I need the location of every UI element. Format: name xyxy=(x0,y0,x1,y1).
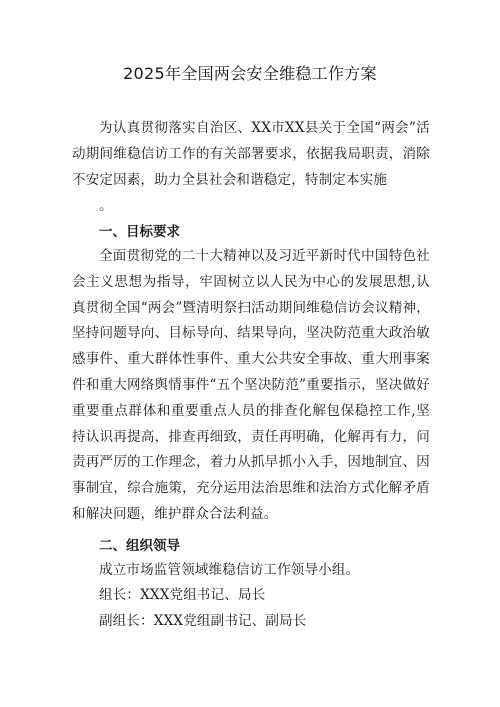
section-paragraph-goals: 全面贯彻党的二十大精神以及习近平新时代中国特色社会主义思想为指导，牢固树立以人民为中心的发展思想,认真贯彻全国“两会”暨清明祭扫活动期间维稳信访会议精神，坚持问题导向、目标导向、结果导向，坚决防范重大政治敏感事件、重大群体性事件、重大公共安全事故、重大刑事案件和重大网络舆情事件“五个坚决防范”重要指示，坚决做好重要重点群体和重要重点人员的排查化解包保稳控工作,坚持认识再提高，排查再细致，责任再明确，化解再有力，问责再严厉的工作理念，着力从抓早抓小入手，因地制宜、因事制宜，综合施策，充分运用法治思维和法治方式化解矛盾和解决问题，维护群众合法利益。 xyxy=(72,248,430,522)
section-heading-goals: 一、目标要求 xyxy=(99,224,180,240)
organization-leader-line: 组长：XXX党组书记、局长 xyxy=(99,587,266,603)
organization-line: 成立市场监管领域维稳信访工作领导小组。 xyxy=(99,562,360,578)
organization-deputy-line: 副组长：XXX党组副书记、副局长 xyxy=(99,613,307,629)
intro-paragraph-tail: 。 xyxy=(99,198,113,214)
section-heading-organization: 二、组织领导 xyxy=(99,538,180,554)
intro-paragraph: 为认真贯彻落实自治区、XX市XX县关于全国“两会”活动期间维稳信访工作的有关部署要求，依据我局职责，消除不安定因素，助力全县社会和谐稳定，特制定本实施 xyxy=(72,120,430,188)
document-title: 2025年全国两会安全维稳工作方案 xyxy=(123,64,377,83)
